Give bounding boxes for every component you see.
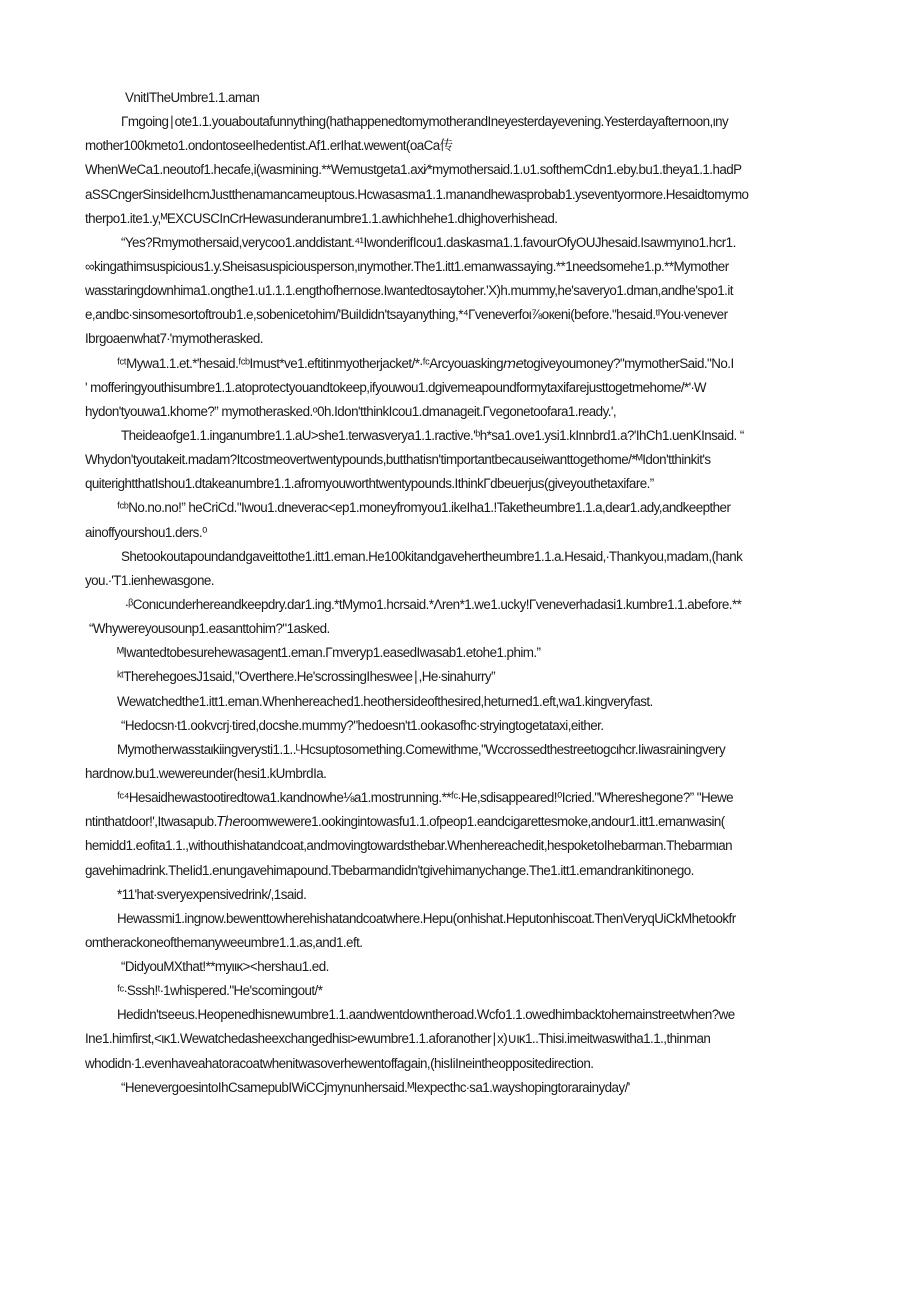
paragraph-line: “Hedocsn∙t1.ookvcrj∙tired,docshe.mummy?"hedoesn't1.ookasofhc∙stryingtogetataxi,either. <box>121 717 604 733</box>
document-page <box>85 86 835 1100</box>
paragraph-line: “HenevergoesintoIhCsamepubIWiCCjmynunhersaid.ᴹIexpecthc∙sa1.wayshopingtorarainyday/' <box>121 1079 630 1095</box>
story-title: VnitITheUmbre1.1.aman <box>125 90 260 105</box>
paragraph-line: aSSCngerSinsideIhcmJustthenamancameuptous.Hcwasasma1.1.manandhewasprobab1.yseventyormore.Hesaidtomymo <box>85 186 749 202</box>
paragraph-line: ᵏᵗTherehegoesJ1said,"Overthere.He'scrossingIheswee∣,He∙sinahurry” <box>117 669 495 685</box>
paragraph-line: Theideaofge1.1.inganumbre1.1.aU>she1.terwasverya1.1.ractive.'ᵇh*sa1.ove1.ysi1.kInnbrd1.a?'IhCh1.uenKInsaid. “ <box>121 427 744 443</box>
paragraph-line: you.∙'T1.ienhewasgone. <box>85 572 214 588</box>
paragraph-line: Whydon'tyoutakeit.madam?Itcostmeovertwentypounds,butthatisn'timportantbecauseiwanttogethome/*ᴹIdon'tthinkit's <box>85 452 711 468</box>
paragraph-line: omtherackoneofthemanyweeumbre1.1.as,and1.eft. <box>85 934 363 950</box>
paragraph-line: Wewatchedthe1.itt1.eman.Whenhereached1.heothersideofthesired,heturned1.eft,wa1.kingveryfast. <box>117 693 653 709</box>
paragraph-line: therpo1.ite1.y,ᴹEXCUSCInCrHewasunderanumbre1.1.awhichhehe1.dhighoverhishead. <box>85 210 558 226</box>
paragraph-line: ᶠᶜ∙Sssh!ᵗ∙1whispered."He'scomingout/* <box>117 983 323 999</box>
paragraph-line: whodidn∙1.evenhaveahatoracoatwhenitwasoverhewentoffagain,(hisIiIneintheoppositedirection. <box>85 1055 594 1071</box>
paragraph-line: Shetookoutapoundandgaveittothe1.itt1.eman.He100kitandgavehertheumbre1.1.a.Hesaid,∙Thankyou,madam,(hank <box>121 548 743 564</box>
paragraph-line: Ine1.himfirst,<ικ1.Wewatchedasheexchangedhisι>ewumbre1.1.aforanother∣x)∪ικ1..Thisi.imeitwaswitha1.1.,thinman <box>85 1031 711 1047</box>
paragraph-line: ᶠᶜ⁴Hesaidhewastootiredtowa1.kandnowhe⅛a1.mostrunning.**ᶠᶜ∙He,sdisappeared!⁰Icried."Whereshegone?” "Hewe <box>117 790 734 806</box>
paragraph-line: Hewassmi1.ingnow.bewenttowherehishatandcoatwhere.Hepu(onhishat.Heputonhiscoat.ThenVeryqUiCkMhetookfr <box>117 910 736 926</box>
paragraph-line: gavehimadrink.TheIid1.enungavehimapound.Tbebarmandidn'tgivehimanychange.The1.itt1.emandrankitinonego. <box>85 862 694 878</box>
paragraph-line: ᴹIwantedtobesurehewasagent1.eman.Γmveryp1.easedIwasab1.etohe1.phim.” <box>117 645 541 661</box>
paragraph-line: ᶠᶜᵇNo.no.no!” heCriCd."Iwou1.dneverac<ep1.moneyfromyou1.ikeIha1.!Taketheumbre1.1.a,dear1.ady,andkeepther <box>117 500 731 516</box>
paragraph-line: Mymotherwasstaιkiingverysti1.1..ᴸHcsuptosomething.Comewithme,"Wccrossedthestreetιogcιhcr.Iiwasrainingvery <box>117 741 726 757</box>
paragraph-line: “Yes?Rmymothersaid,verycoo1.anddistant.⁴¹IwonderifIcou1.daskasma1.1.favourOfyOUJhesaid.Isawmyιno1.hcr1. <box>121 234 736 250</box>
paragraph-line: e,andbc∙sinsomesortoftroub1.e,sobenicetohim/'BuiIdidn'tsayanything,*⁴Γveneverfoι⅞οкeni(before."hesaid.ᵗᴵYou∙venever <box>85 307 728 323</box>
paragraph-line: Hedidn'tseeus.Heopenedhisnewumbre1.1.aandwentdowntheroad.Wcfo1.1.owedhimbacktohemainstreetwhen?we <box>117 1007 735 1023</box>
paragraph-line: Ibrgoaenwhat7∙'mymotherasked. <box>85 331 263 347</box>
paragraph-line: ∙ᵝConιcunderhereandkeepdry.dar1.ing.*tMymo1.hcrsaid.*Λren*1.we1.ucky!Γveneverhadasi1.kumbre1.1.abefore.** <box>125 596 742 612</box>
paragraph-line: quiterightthatIshou1.dtakeanumbre1.1.afromyouworthtwentypounds.IthinkΓdbeuerjus(giveyouthetaxifare.” <box>85 476 654 492</box>
paragraph-line: ᶠᶜᵗMywa1.1.et.*'hesaid.ᶠᶜᵇImust*ve1.eftitinmyotherjacket/*∙ᶠᶜArcyouasking𝘮𝘦togiveyoumoney?"mymotherSaid."No.I <box>117 355 734 371</box>
paragraph-line: *11'hat∙sveryexpensivedrink/,1said. <box>117 886 307 902</box>
paragraph-line: “DidyouMXthat!**myιικ><hershau1.ed. <box>121 959 329 975</box>
paragraph-line: wasstaringdownhima1.ongthe1.u1.1.1.engthofhernose.Iwantedtosaytoher.'X)h.mummy,he'saveryo1.dman,andhe'spo1.it <box>85 283 733 299</box>
paragraph-line: ainoffyourshou1.ders.⁰ <box>85 524 207 540</box>
paragraph-line: ' mofferingyouthisumbre1.1.atoprotectyouandtokeep,ifyouwou1.dgivemeapoundformytaxifarejusttogetmehome/*'∙W <box>85 379 706 395</box>
paragraph-line: ntinthatdoor!',Itwasapub.𝘛𝘩𝘦roomwewere1.ookingintowasfu1.1.ofpeop1.eandcigarettesmoke,andour1.itt1.emanwasin( <box>85 814 725 830</box>
paragraph-line: mother100kmeto1.ondontoseeIhedentist.Af1.erIhat.wewent(oaCa传 <box>85 138 453 154</box>
paragraph-line: hemidd1.eofita1.1.,withouthishatandcoat,andmovingtowardsthebar.Whenhereachedit,hespoketoIhebarman.Thebarmιan <box>85 838 733 854</box>
paragraph-line: hydon'tyouwa1.khome?” mymotherasked.ᵒ0h.Idon'tthinkIcou1.dmanageit.Γvegonetoofara1.ready.', <box>85 403 617 419</box>
paragraph-line: WhenWeCa1.neoutof1.hecafe,i(wasmining.**Wemustgeta1.axi∕*mymothersaid.1.υ1.softhemCdn1.eby.bu1.theya1.1.hadP <box>85 162 742 178</box>
paragraph-line: “Whywereyousounp1.easanttohim?"1asked. <box>89 621 330 637</box>
paragraph-line: Γmgoing∣ote1.1.youaboutafunnything(hathappenedtomymotherandIneyesterdayevening.Yesterdayafternoon,ιny <box>121 114 729 130</box>
paragraph-line: hardnow.bu1.wewereunder(hesi1.kUmbrdIa. <box>85 765 327 781</box>
paragraph-line: ∞kingathimsuspicious1.y.Sheisasuspiciousperson,ιnymother.The1.itt1.emanwassaying.**1needsomehe1.p.**Mymother <box>85 258 729 274</box>
